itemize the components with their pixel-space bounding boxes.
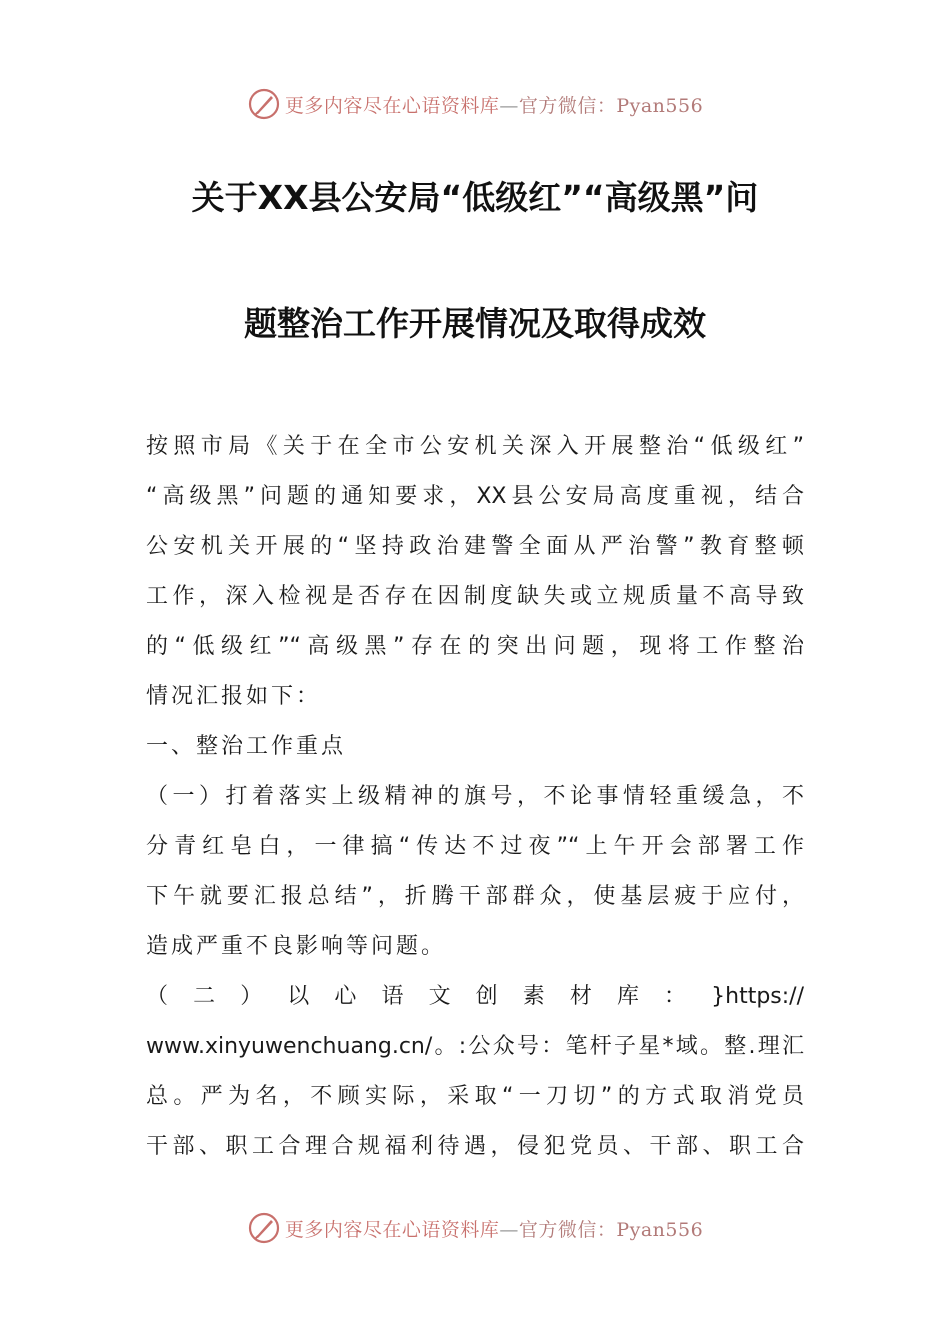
quill-logo-icon [247, 87, 281, 121]
document-title-line-2: 题整治工作开展情况及取得成效 [244, 304, 706, 343]
watermark-text [285, 1215, 703, 1242]
body-line: 干部、职工合理合规福利待遇，侵犯党员、干部、职工合 [146, 1134, 804, 1159]
body-line: 下午就要汇报总结”，折腾干部群众，使基层疲于应付， [146, 884, 804, 909]
body-line: 总。严为名，不顾实际，采取“一刀切”的方式取消党员 [146, 1084, 804, 1109]
body-line: 公安机关开展的“坚持政治建警全面从严治警”教育整顿 [146, 534, 804, 559]
document-title-line-1: 关于XX县公安局“低级红”“高级黑”问 [191, 178, 759, 217]
watermark-contact: 官方微信：Pyan556 [518, 1218, 704, 1241]
watermark-separator: — [499, 94, 519, 117]
body-line: 按照市局《关于在全市公安机关深入开展整治“低级红” [146, 434, 804, 459]
body-line: 的“低级红”“高级黑”存在的突出问题，现将工作整治 [146, 634, 804, 659]
watermark-contact: 官方微信：Pyan556 [518, 94, 704, 117]
watermark-main: 更多内容尽在心语资料库 [284, 94, 500, 117]
body-line: （一）打着落实上级精神的旗号，不论事情轻重缓急，不 [146, 784, 804, 809]
watermark-banner-top [0, 84, 950, 124]
watermark-separator: — [499, 1218, 519, 1241]
section-heading: 一、整治工作重点 [146, 734, 347, 759]
body-line: 分青红皂白，一律搞“传达不过夜”“上午开会部署工作 [146, 834, 804, 859]
quill-logo-icon [247, 1211, 281, 1245]
body-line: （ 二 ） 以 心 语 文 创 素 材 库 ： }https:// [146, 984, 804, 1009]
body-line: 造成严重不良影响等问题。 [146, 934, 447, 959]
watermark-main: 更多内容尽在心语资料库 [284, 1218, 500, 1241]
body-line: 工作，深入检视是否存在因制度缺失或立规质量不高导致 [146, 584, 804, 609]
body-line: “高级黑”问题的通知要求，XX县公安局高度重视，结合 [146, 484, 804, 509]
watermark-banner-bottom [0, 1208, 950, 1248]
body-line: 情况汇报如下： [146, 684, 322, 709]
watermark-text [285, 91, 703, 118]
document-body [146, 422, 804, 1172]
body-line-url: www.xinyuwenchuang.cn/。:公众号：笔杆子星*域。整.理汇 [146, 1034, 804, 1059]
